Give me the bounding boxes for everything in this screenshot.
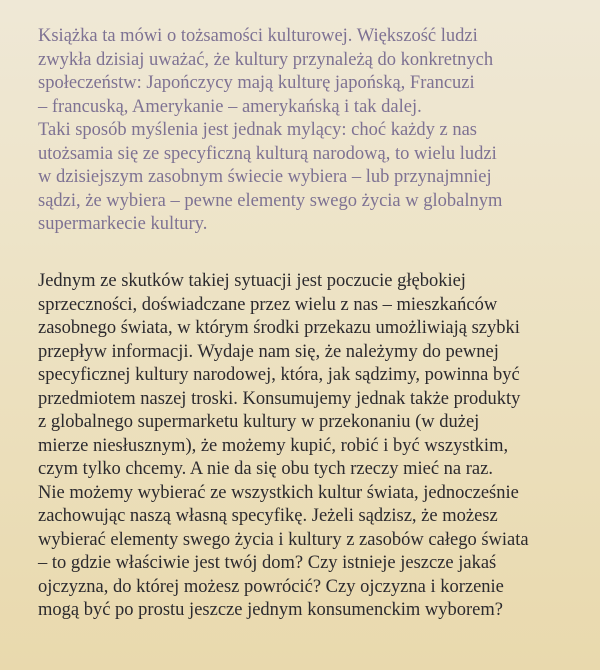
body-paragraph xyxy=(38,270,588,623)
paragraph-line: – francuską, Amerykanie – amerykańską i tak dalej. xyxy=(38,96,422,117)
paragraph-line: utożsamia się ze specyficzną kulturą narodową, to wielu ludzi xyxy=(38,143,497,164)
intro-paragraph xyxy=(38,25,588,237)
paragraph-line: w dzisiejszym zasobnym świecie wybiera – lub przynajmniej xyxy=(38,167,492,187)
paragraph-line: ojczyzna, do której możesz powrócić? Czy ojczyzna i korzenie xyxy=(38,576,504,597)
paragraph-line: społeczeństw: Japończycy mają kulturę japońską, Francuzi xyxy=(38,73,475,93)
paragraph-line: sądzi, że wybiera – pewne elementy swego życia w globalnym xyxy=(38,190,503,211)
paragraph-line: Taki sposób myślenia jest jednak mylący: choć każdy z nas xyxy=(38,120,477,140)
paragraph-line: mogą być po prostu jeszcze jednym konsumenckim wyborem? xyxy=(38,600,503,620)
paragraph-line: przedmiotem naszej troski. Konsumujemy jednak także produkty xyxy=(38,388,521,409)
paragraph-line: wybierać elementy swego życia i kultury z zasobów całego świata xyxy=(38,529,529,550)
paragraph-line: z globalnego supermarketu kultury w przekonaniu (w dużej xyxy=(38,412,480,432)
paragraph-line: przepływ informacji. Wydaje nam się, że należymy do pewnej xyxy=(38,341,499,362)
paragraph-line: zachowując naszą własną specyfikę. Jeżeli sądzisz, że możesz xyxy=(38,506,498,526)
paragraph-line: Jednym ze skutków takiej sytuacji jest poczucie głębokiej xyxy=(38,271,466,291)
paragraph-line: supermarkecie kultury. xyxy=(38,214,208,234)
paragraph-line: sprzeczności, doświadczane przez wielu z nas – mieszkańców xyxy=(38,294,498,315)
paragraph-line: specyficznej kultury narodowej, która, jak sądzimy, powinna być xyxy=(38,365,520,385)
paragraph-line: Nie możemy wybierać ze wszystkich kultur świata, jednocześnie xyxy=(38,482,519,503)
paragraph-line: czym tylko chcemy. A nie da się obu tych rzeczy mieć na raz. xyxy=(38,459,493,479)
paragraph-line: Książka ta mówi o tożsamości kulturowej. Większość ludzi xyxy=(38,26,478,46)
paragraph-line: zasobnego świata, w którym środki przekazu umożliwiają szybki xyxy=(38,318,520,338)
paragraph-line: zwykła dzisiaj uważać, że kultury przynależą do konkretnych xyxy=(38,49,494,70)
paragraph-line: – to gdzie właściwie jest twój dom? Czy istnieje jeszcze jakaś xyxy=(38,553,497,573)
paragraph-line: mierze niesłusznym), że możemy kupić, robić i być wszystkim, xyxy=(38,435,509,456)
